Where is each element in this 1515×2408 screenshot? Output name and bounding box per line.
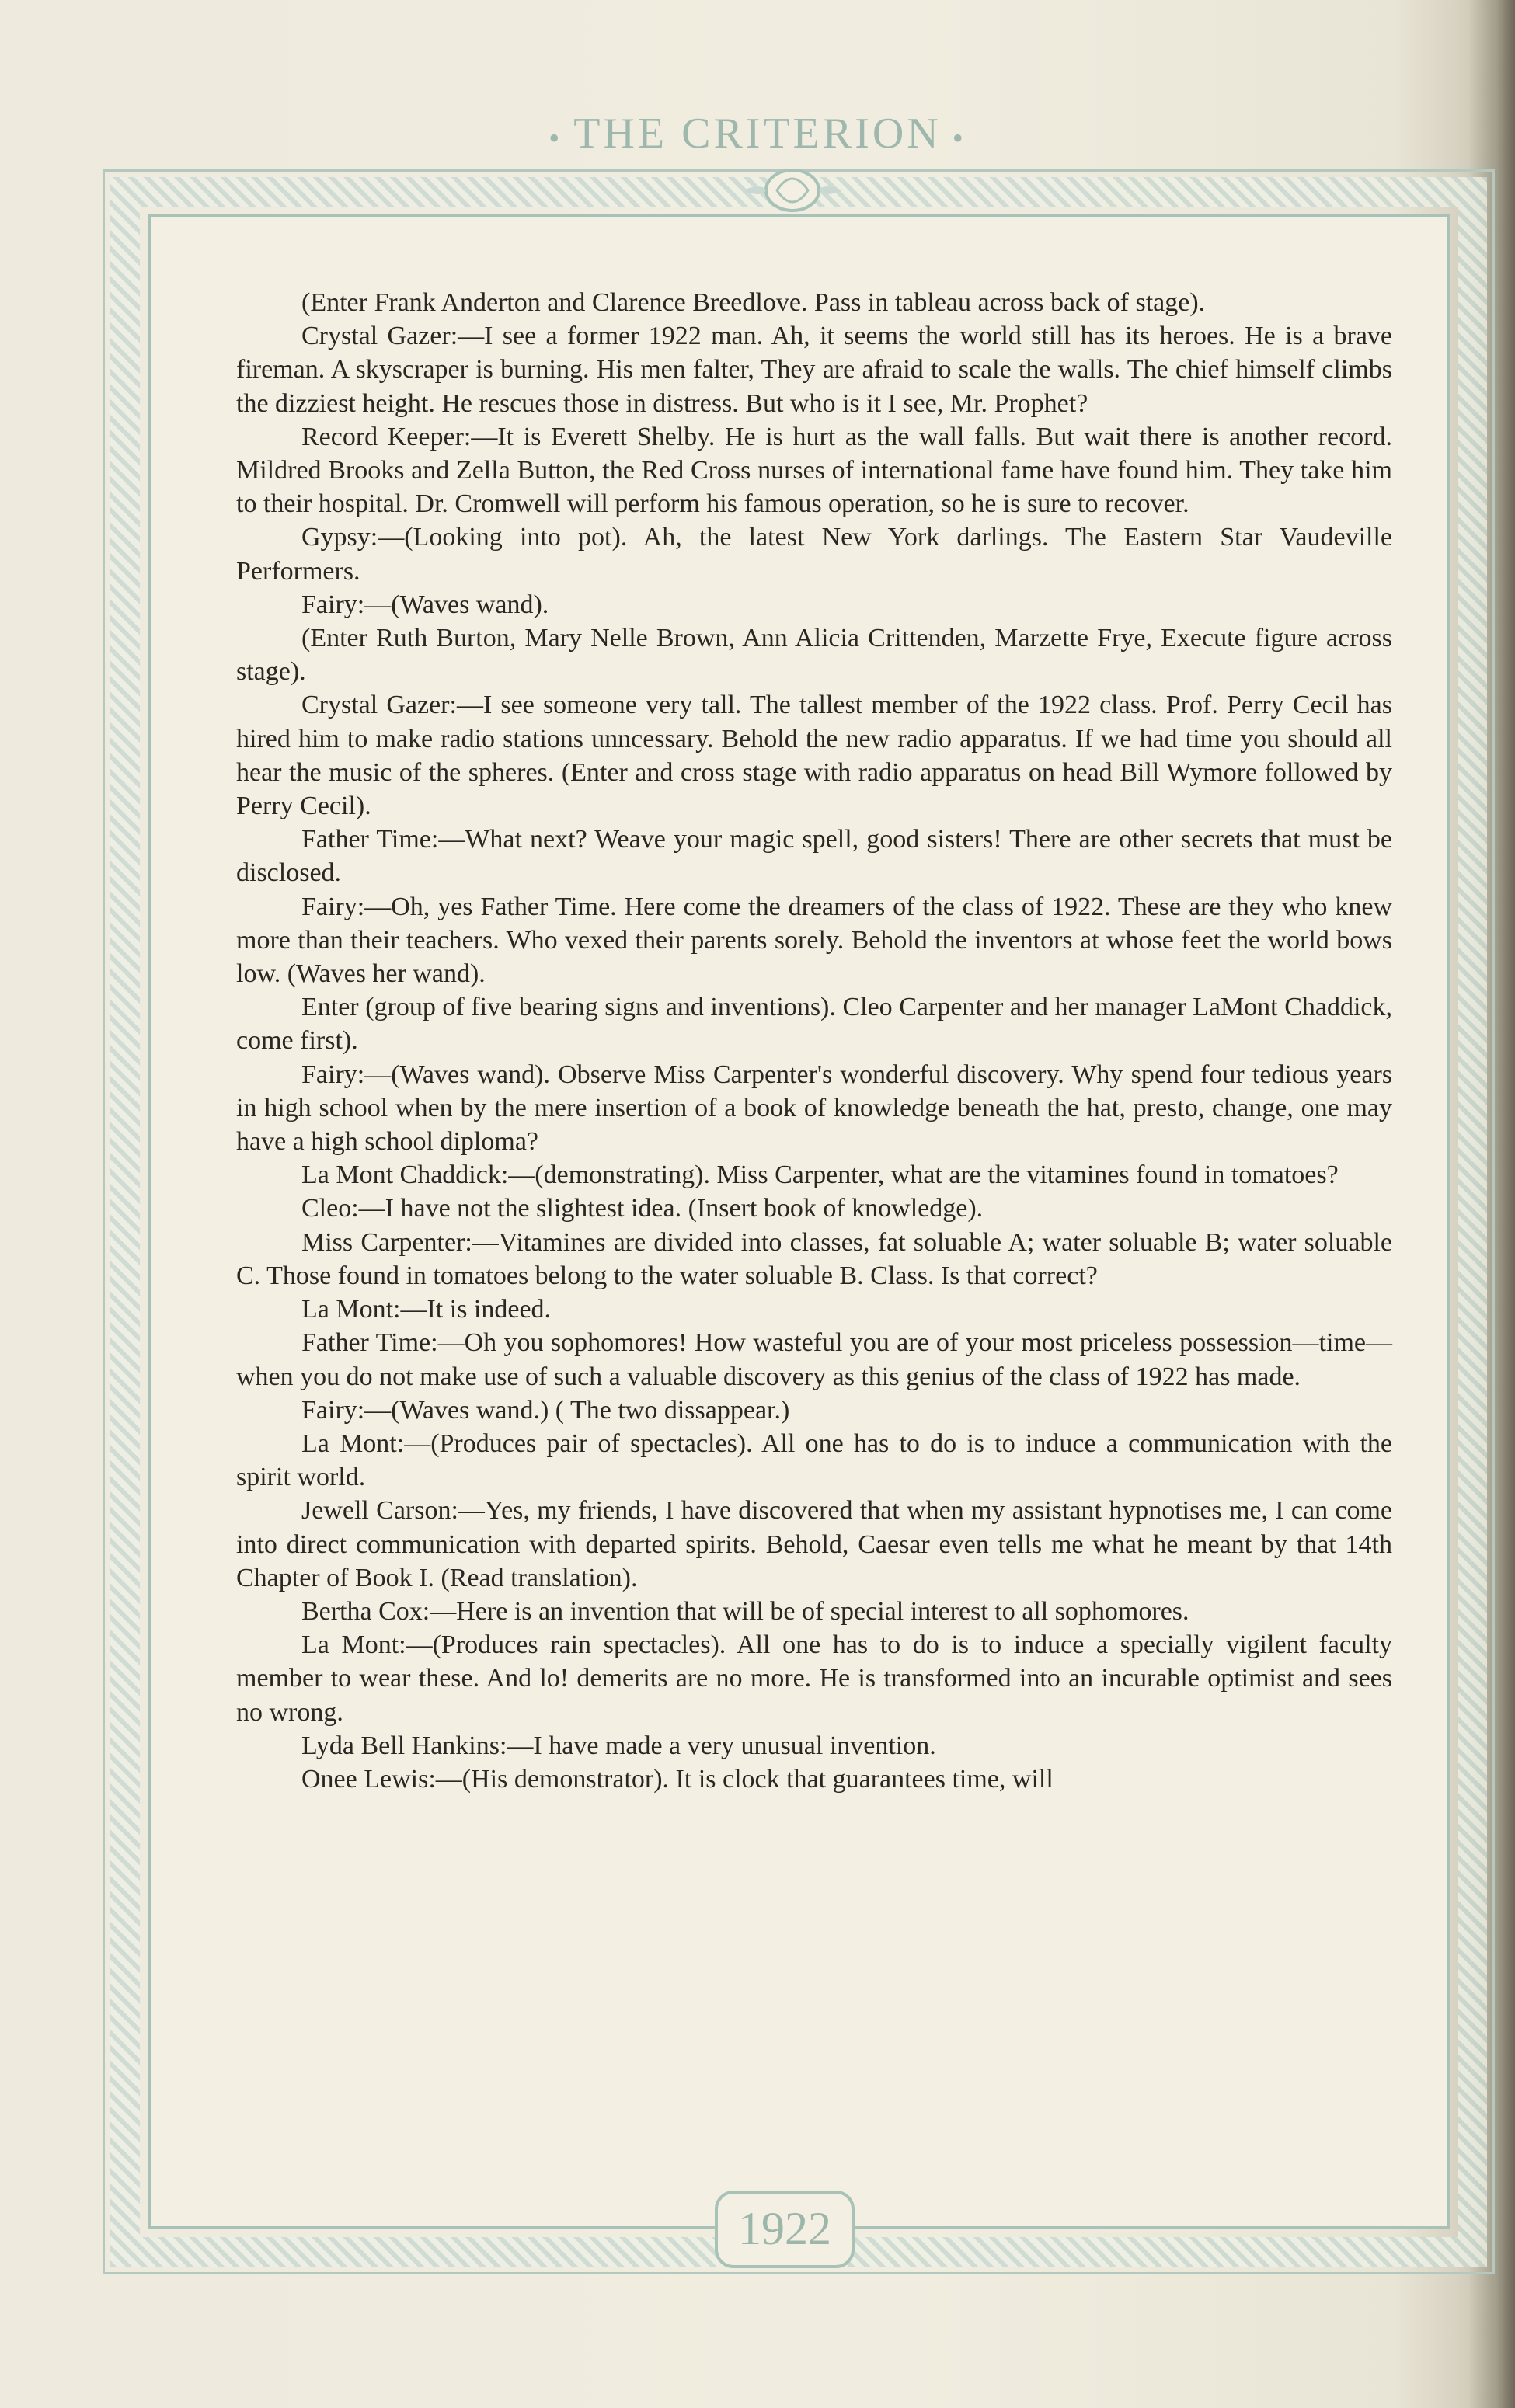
paragraph: Father Time:—Oh you sophomores! How wasteful you are of your most priceless possession—time—when you do not make use of such a valuable discovery as this genius of the class of 1922 has made. (236, 1328, 1392, 1391)
paragraph: Lyda Bell Hankins:—I have made a very unusual invention. (301, 1731, 936, 1760)
paragraph: La Mont:—It is indeed. (301, 1295, 552, 1324)
paragraph: La Mont:—(Produces rain spectacles). All one has to do is to induce a specially vigilent faculty member to wear these. And lo! demerits are no more. He is transformed into an incurable optimist and sees no wrong. (236, 1630, 1392, 1727)
paragraph: Bertha Cox:—Here is an invention that will be of special interest to all sophomores. (301, 1596, 1189, 1626)
paragraph: Fairy:—Oh, yes Father Time. Here come the dreamers of the class of 1922. These are they who knew more than their teachers. Who vexed their parents sorely. Behold the inventors at whose feet the world bows low. (Waves her wand). (236, 892, 1392, 989)
paragraph: Cleo:—I have not the slightest idea. (Insert book of knowledge). (301, 1194, 984, 1223)
paragraph: Crystal Gazer:—I see someone very tall. The tallest member of the 1922 class. Prof. Perry Cecil has hired him to make radio stations unncessary. Behold the new radio apparatus. If we had time you should all hear the music of the spheres. (Enter and cross stage with radio apparatus on head Bill Wymore followed by Perry Cecil). (236, 691, 1392, 821)
script-text (236, 286, 1392, 1796)
year-badge: 1922 (715, 2191, 855, 2268)
paragraph: Enter (group of five bearing signs and inventions). Cleo Carpenter and her manager LaMont Chaddick, come first). (236, 993, 1392, 1056)
paragraph: Crystal Gazer:—I see a former 1922 man. Ah, it seems the world still has its heroes. He is a brave fireman. A skyscraper is burning. His men falter, They are afraid to scale the walls. The chief himself climbs the dizziest height. He rescues those in distress. But who is it I see, Mr. Prophet? (236, 322, 1392, 418)
header-right-dot: • (952, 120, 966, 155)
header-left-dot: • (549, 120, 563, 155)
paragraph: La Mont Chaddick:—(demonstrating). Miss Carpenter, what are the vitamines found in tomatoes? (301, 1161, 1339, 1190)
paragraph: Onee Lewis:—(His demonstrator). It is clock that guarantees time, will (301, 1764, 1054, 1794)
paragraph: (Enter Ruth Burton, Mary Nelle Brown, Ann Alicia Crittenden, Marzette Frye, Execute figure across stage). (236, 624, 1392, 687)
paragraph: Father Time:—What next? Weave your magic spell, good sisters! There are other secrets that must be disclosed. (236, 825, 1392, 888)
paragraph: Record Keeper:—It is Everett Shelby. He is hurt as the wall falls. But wait there is another record. Mildred Brooks and Zella Button, the Red Cross nurses of international fame have found him. They take him to their hospital. Dr. Cromwell will perform his famous operation, so he is sure to recover. (236, 422, 1392, 519)
paragraph: Fairy:—(Waves wand.) ( The two dissappear.) (301, 1395, 790, 1425)
header-title: THE CRITERION (573, 110, 942, 158)
paragraph: Miss Carpenter:—Vitamines are divided into classes, fat soluable A; water soluable B; water soluable C. Those found in tomatoes belong to the water soluable B. Class. Is that correct? (236, 1227, 1392, 1290)
top-ornament-icon (738, 159, 847, 221)
paragraph: Gypsy:—(Looking into pot). Ah, the latest New York darlings. The Eastern Star Vaudeville Performers. (236, 523, 1392, 586)
paragraph: Fairy:—(Waves wand). (301, 590, 549, 619)
page-header (0, 109, 1515, 158)
paragraph: (Enter Frank Anderton and Clarence Breedlove. Pass in tableau across back of stage). (301, 288, 1206, 317)
paragraph: Fairy:—(Waves wand). Observe Miss Carpenter's wonderful discovery. Why spend four tedious years in high school when by the mere insertion of a book of knowledge beneath the hat, presto, change, one may have a high school diploma? (236, 1060, 1392, 1157)
paragraph: La Mont:—(Produces pair of spectacles). All one has to do is to induce a communication with the spirit world. (236, 1428, 1392, 1492)
paragraph: Jewell Carson:—Yes, my friends, I have discovered that when my assistant hypnotises me, I can come into direct communication with departed spirits. Behold, Caesar even tells me what he meant by that 14th Chapter of Book I. (Read translation). (236, 1496, 1392, 1592)
